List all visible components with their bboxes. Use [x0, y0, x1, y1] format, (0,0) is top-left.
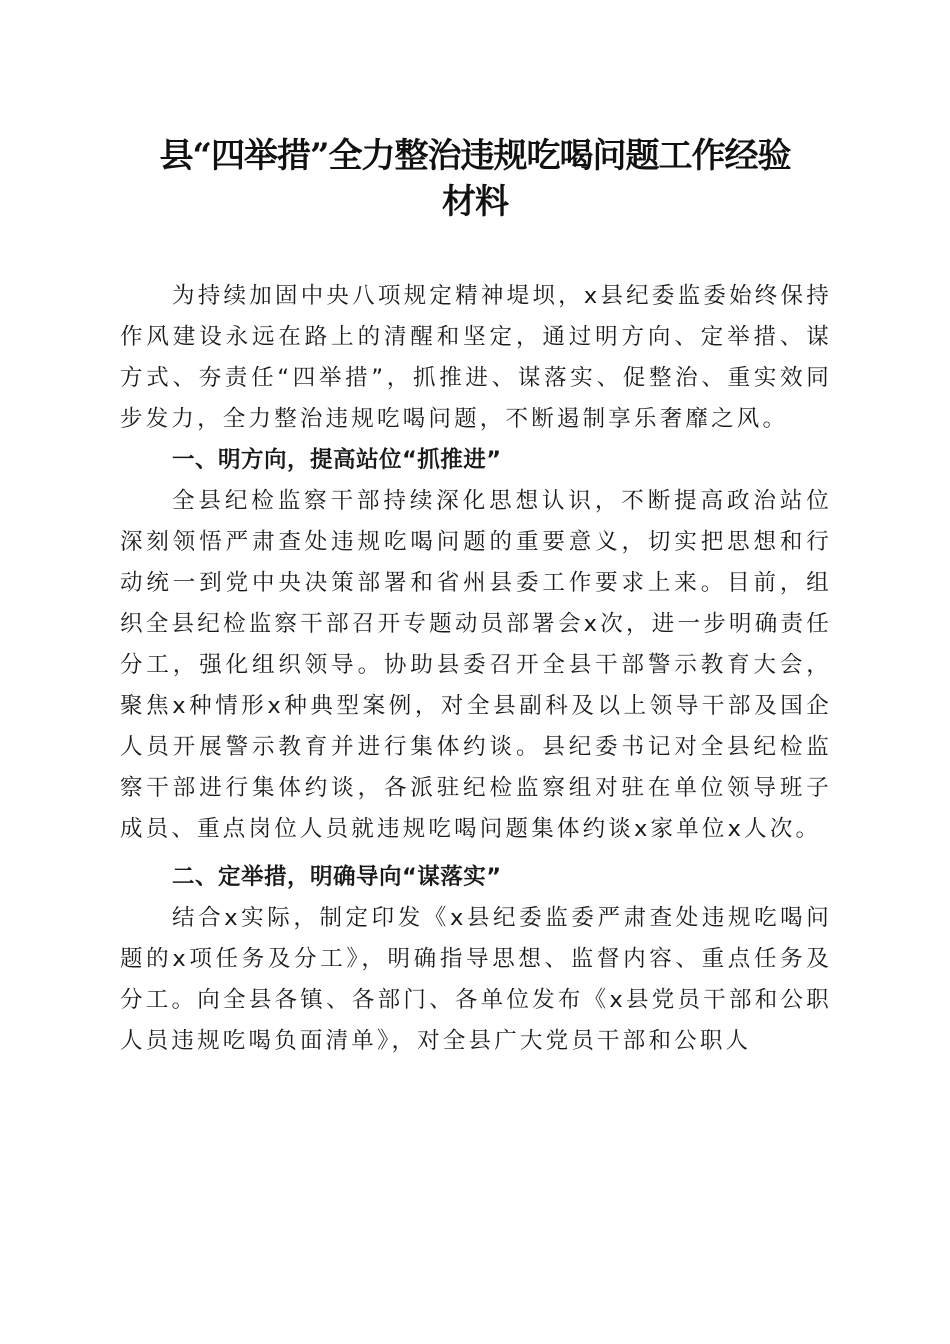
section-2-heading: 二、定举措，明确导向“谋落实” — [172, 864, 502, 890]
section-1-heading: 一、明方向，提高站位“抓推进” — [172, 447, 502, 473]
document-body — [120, 276, 832, 1062]
document-title — [100, 133, 850, 225]
intro-paragraph: 为持续加固中央八项规定精神堤坝，x县纪委监委始终保持作风建设永远在路上的清醒和坚定，通过明方向、定举措、谋方式、夯责任“四举措”，抓推进、谋落实、促整治、重实效同步发力，全力整治违规吃喝问题，不断遏制享乐奢靡之风。 — [120, 283, 832, 432]
title-line-2: 材料 — [442, 182, 508, 222]
section-2-paragraph: 结合x实际，制定印发《x县纪委监委严肃查处违规吃喝问题的x项任务及分工》，明确指导思想、监督内容、重点任务及分工。向全县各镇、各部门、各单位发布《x县党员干部和公职人员违规吃喝负面清单》，对全县广大党员干部和公职人 — [120, 905, 832, 1054]
title-line-1: 县“四举措”全力整治违规吃喝问题工作经验 — [159, 136, 791, 176]
section-1-paragraph: 全县纪检监察干部持续深化思想认识，不断提高政治站位深刻领悟严肃查处违规吃喝问题的重要意义，切实把思想和行动统一到党中央决策部署和省州县委工作要求上来。目前，组织全县纪检监察干部召开专题动员部署会x次，进一步明确责任分工，强化组织领导。协助县委召开全县干部警示教育大会，聚焦x种情形x种典型案例，对全县副科及以上领导干部及国企人员开展警示教育并进行集体约谈。县纪委书记对全县纪检监察干部进行集体约谈，各派驻纪检监察组对驻在单位领导班子成员、重点岗位人员就违规吃喝问题集体约谈x家单位x人次。 — [120, 488, 832, 842]
